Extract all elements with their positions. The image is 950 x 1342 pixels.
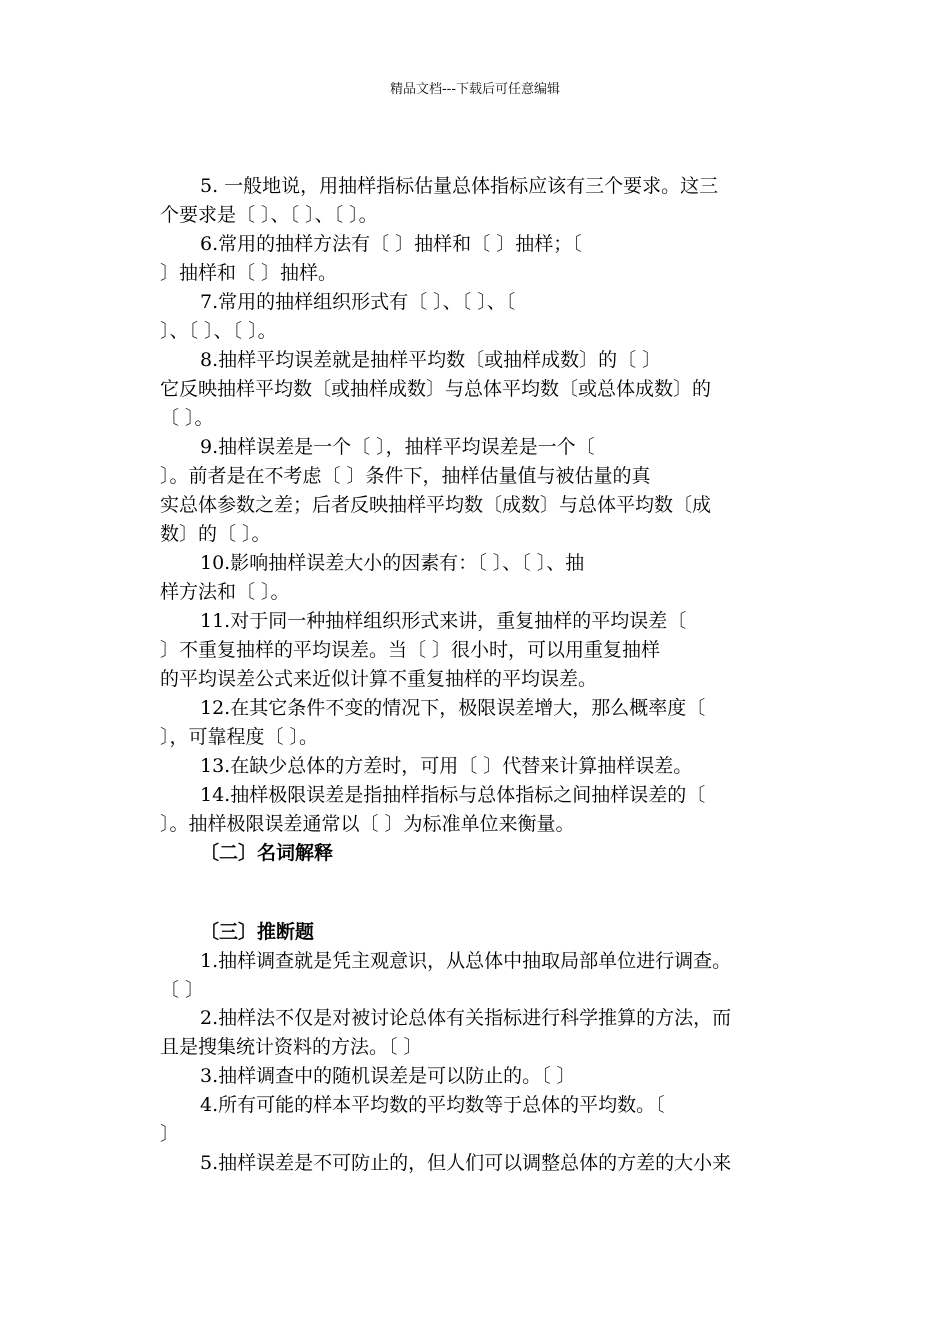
question-6-line-1: 6.常用的抽样方法有〔 〕抽样和〔 〕抽样；〔 (200, 233, 582, 255)
judgement-1-line-2: 〔 〕 (160, 979, 205, 1001)
question-8-line-2: 它反映抽样平均数〔或抽样成数〕与总体平均数〔或总体成数〕的 (160, 378, 712, 400)
section-3-heading: 〔三〕推断题 (200, 921, 315, 943)
judgement-4-line-1: 4.所有可能的样本平均数的平均数等于总体的平均数。〔 (200, 1094, 665, 1116)
question-9-line-2: 〕。前者是在不考虑〔 〕条件下，抽样估量值与被估量的真 (160, 465, 651, 487)
question-6-line-2: 〕抽样和〔 〕抽样。 (160, 262, 338, 284)
question-10-line-2: 样方法和〔 〕。 (160, 581, 290, 603)
question-12-line-1: 12.在其它条件不变的情况下，极限误差增大，那么概率度〔 (200, 697, 706, 719)
page-header: 精品文档---下载后可任意编辑 (389, 82, 561, 97)
question-10-line-1: 10.影响抽样误差大小的因素有：〔 〕、〔 〕、抽 (200, 552, 585, 574)
judgement-1-line-1: 1.抽样调查就是凭主观意识，从总体中抽取局部单位进行调查。 (200, 950, 732, 972)
question-11-line-2: 〕不重复抽样的平均误差。当〔 〕很小时，可以用重复抽样 (160, 639, 661, 661)
judgement-2-line-2: 且是搜集统计资料的方法。〔 〕 (160, 1036, 423, 1058)
judgement-5-line-1: 5.抽样误差是不可防止的，但人们可以调整总体的方差的大小来 (200, 1152, 732, 1174)
question-9-line-4: 数〕的〔 〕。 (160, 523, 271, 545)
question-11-line-3: 的平均误差公式来近似计算不重复抽样的平均误差。 (160, 668, 598, 690)
question-5-line-2: 个要求是〔 〕、〔 〕、〔 〕。 (160, 204, 378, 226)
question-8-line-1: 8.抽样平均误差就是抽样平均数〔或抽样成数〕的〔 〕 (200, 349, 662, 371)
question-14-line-1: 14.抽样极限误差是指抽样指标与总体指标之间抽样误差的〔 (200, 784, 706, 806)
question-14-line-2: 〕。抽样极限误差通常以〔 〕为标准单位来衡量。 (160, 813, 575, 835)
section-2-heading: 〔二〕名词解释 (200, 842, 334, 864)
question-13-line-1: 13.在缺少总体的方差时，可用〔 〕代替来计算抽样误差。 (200, 755, 693, 777)
judgement-4-line-2: 〕 (160, 1123, 180, 1145)
question-5-line-1: 5. 一般地说，用抽样指标估量总体指标应该有三个要求。这三 (200, 175, 719, 197)
question-9-line-3: 实总体参数之差；后者反映抽样平均数〔成数〕与总体平均数〔成 (160, 494, 712, 516)
question-12-line-2: 〕，可靠程度〔 〕。 (160, 726, 319, 748)
question-9-line-1: 9.抽样误差是一个〔 〕，抽样平均误差是一个〔 (200, 436, 595, 458)
question-7-line-1: 7.常用的抽样组织形式有〔 〕、〔 〕、〔 (200, 291, 516, 313)
judgement-2-line-1: 2.抽样法不仅是对被讨论总体有关指标进行科学推算的方法，而 (200, 1007, 732, 1029)
question-7-line-2: 〕、〔 〕、〔 〕。 (160, 320, 277, 342)
question-11-line-1: 11.对于同一种抽样组织形式来讲，重复抽样的平均误差〔 (200, 610, 687, 632)
question-8-line-3: 〔 〕。 (160, 407, 214, 429)
judgement-3-line-1: 3.抽样调查中的随机误差是可以防止的。〔 〕 (200, 1065, 576, 1087)
